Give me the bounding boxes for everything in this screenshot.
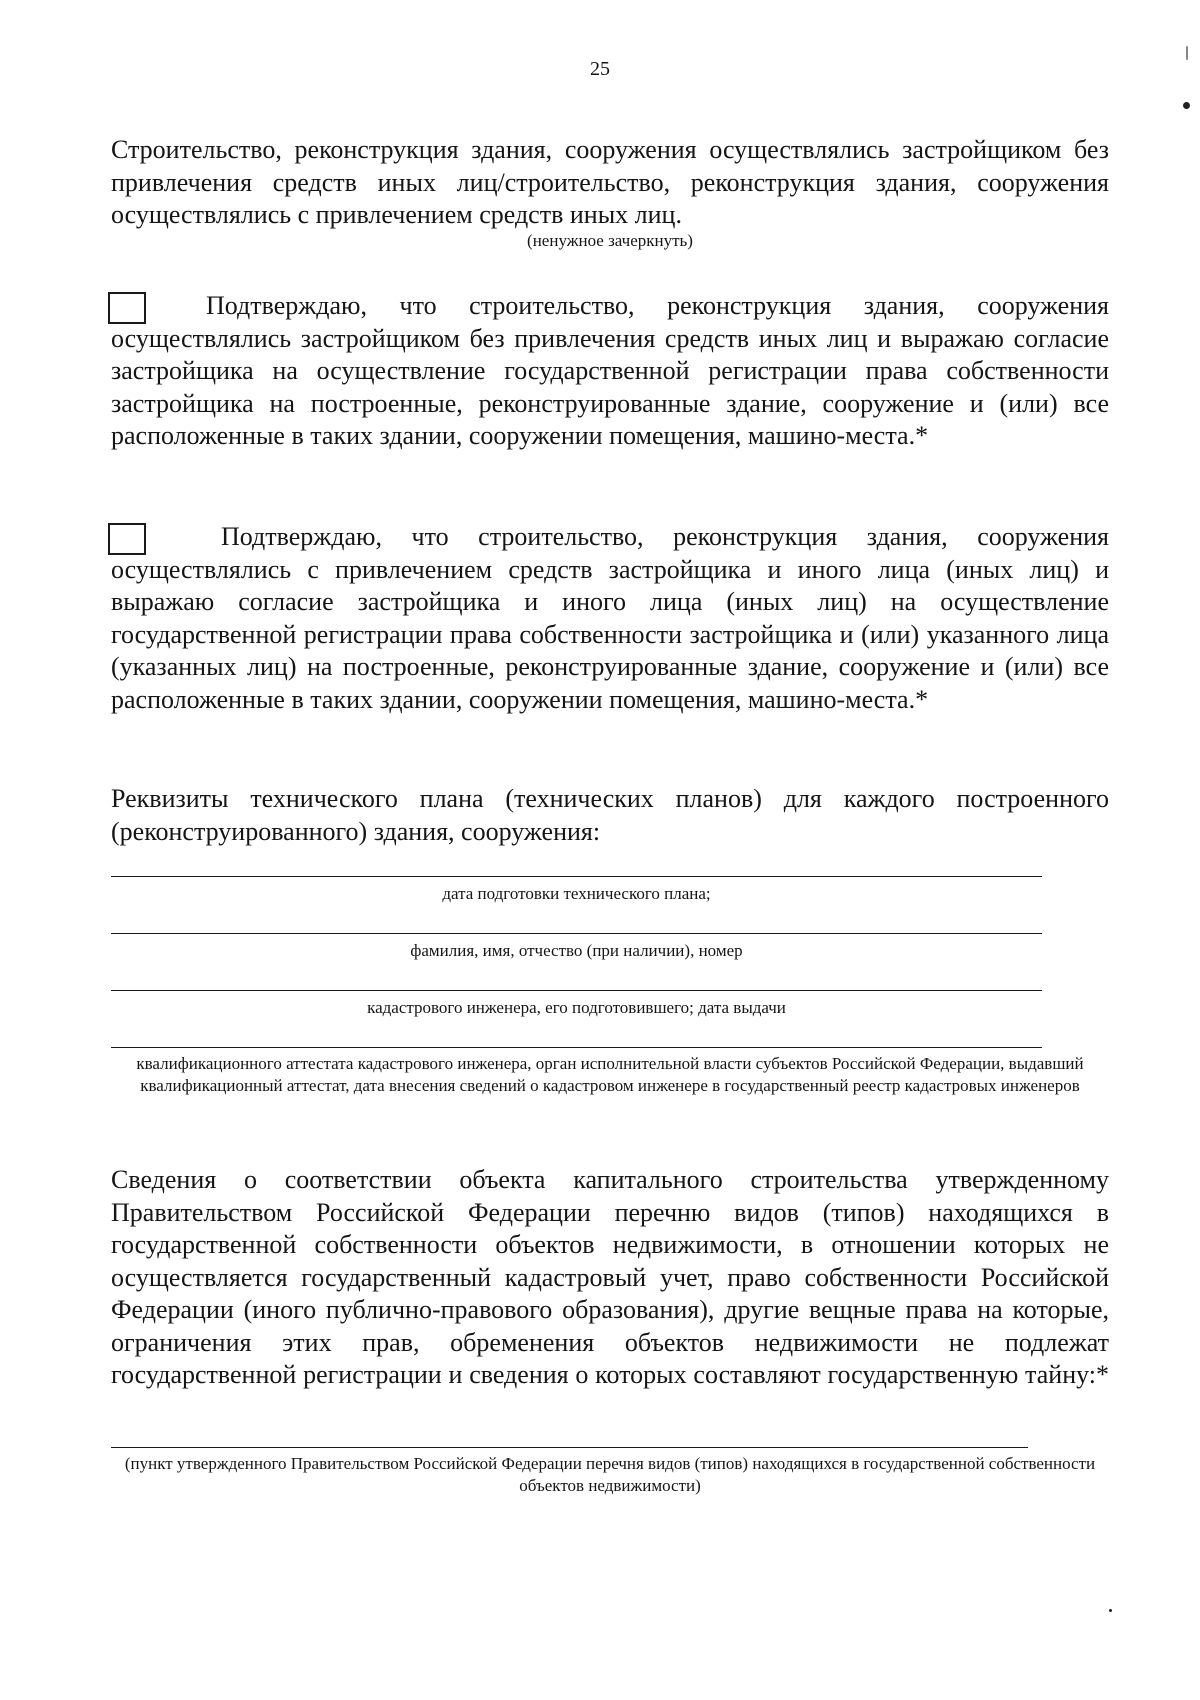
option-1-text: Подтверждаю, что строительство, реконструкция здания, сооружения осуществлялись застройщиком без привлечения средств иных лиц и выражаю согласие застройщика на осуществление государственной регистрации права собственности застройщика на построенные, реконструированные здание, сооружение и (или) все расположенные в таких здании, сооружении помещения, машино-места.*	[111, 291, 1109, 450]
tech-plan-heading: Реквизиты технического плана (технических планов) для каждого построенного (реконструированного) здания, сооружения:	[111, 784, 1109, 846]
scan-speck	[1183, 102, 1190, 109]
page-number: 25	[590, 58, 610, 80]
intro-text: Строительство, реконструкция здания, сооружения осуществлялись застройщиком без привлечения средств иных лиц/строительство, реконструкция здания, сооружения осуществлялись с привлечением средств иных лиц.	[111, 135, 1109, 229]
option-2	[111, 521, 1109, 716]
option-2-text: Подтверждаю, что строительство, реконструкция здания, сооружения осуществлялись с привлечением средств застройщика и иного лица (иных лиц) и выражаю согласие застройщика и иного лица (иных лиц) на осуществление государственной регистрации права собственности застройщика и (или) указанного лица (указанных лиц) на построенные, реконструированные здание, сооружение и (или) все расположенные в таких здании, сооружении помещения, машино-места.*	[111, 522, 1109, 714]
compliance-section	[111, 1164, 1109, 1392]
intro-section	[111, 134, 1109, 252]
tech-plan-date-caption: дата подготовки технического плана;	[442, 884, 711, 903]
compliance-text: Сведения о соответствии объекта капитального строительства утвержденному Правительством Российской Федерации перечню видов (типов) находящихся в государственной собственности объектов недвижимости, в отношении которых не осуществляется государственный кадастровый учет, право собственности Российской Федерации (иного публично-правового образования), другие вещные права на которые, ограничения этих прав, обременения объектов недвижимости не подлежат государственной регистрации и сведения о которых составляют государственную тайну:*	[111, 1165, 1109, 1389]
tech-plan-engineer-name-field[interactable]	[111, 933, 1042, 934]
tech-plan-date-field[interactable]	[111, 876, 1042, 877]
intro-note: (ненужное зачеркнуть)	[527, 230, 693, 250]
tech-plan-section	[111, 783, 1109, 848]
tech-plan-certificate-caption: квалификационного аттестата кадастрового инженера, орган исполнительной власти субъектов Российской Федерации, выдавший квалификационный аттестат, дата внесения сведений о кадастровом инженере в государственный реестр кадастровых инженеров	[136, 1054, 1084, 1095]
tech-plan-engineer-info-caption: кадастрового инженера, его подготовившего; дата выдачи	[367, 998, 786, 1017]
compliance-field[interactable]	[111, 1447, 1028, 1448]
tech-plan-engineer-info-field[interactable]	[111, 990, 1042, 991]
tech-plan-certificate-field[interactable]	[111, 1047, 1042, 1048]
compliance-caption: (пункт утвержденного Правительством Российской Федерации перечня видов (типов) находящихся в государственной собственности объектов недвижимости)	[124, 1454, 1096, 1495]
tech-plan-engineer-name-caption: фамилия, имя, отчество (при наличии), номер	[410, 941, 743, 960]
option-1	[111, 290, 1109, 453]
scan-speck	[1109, 1609, 1112, 1612]
scan-speck	[1186, 46, 1188, 60]
